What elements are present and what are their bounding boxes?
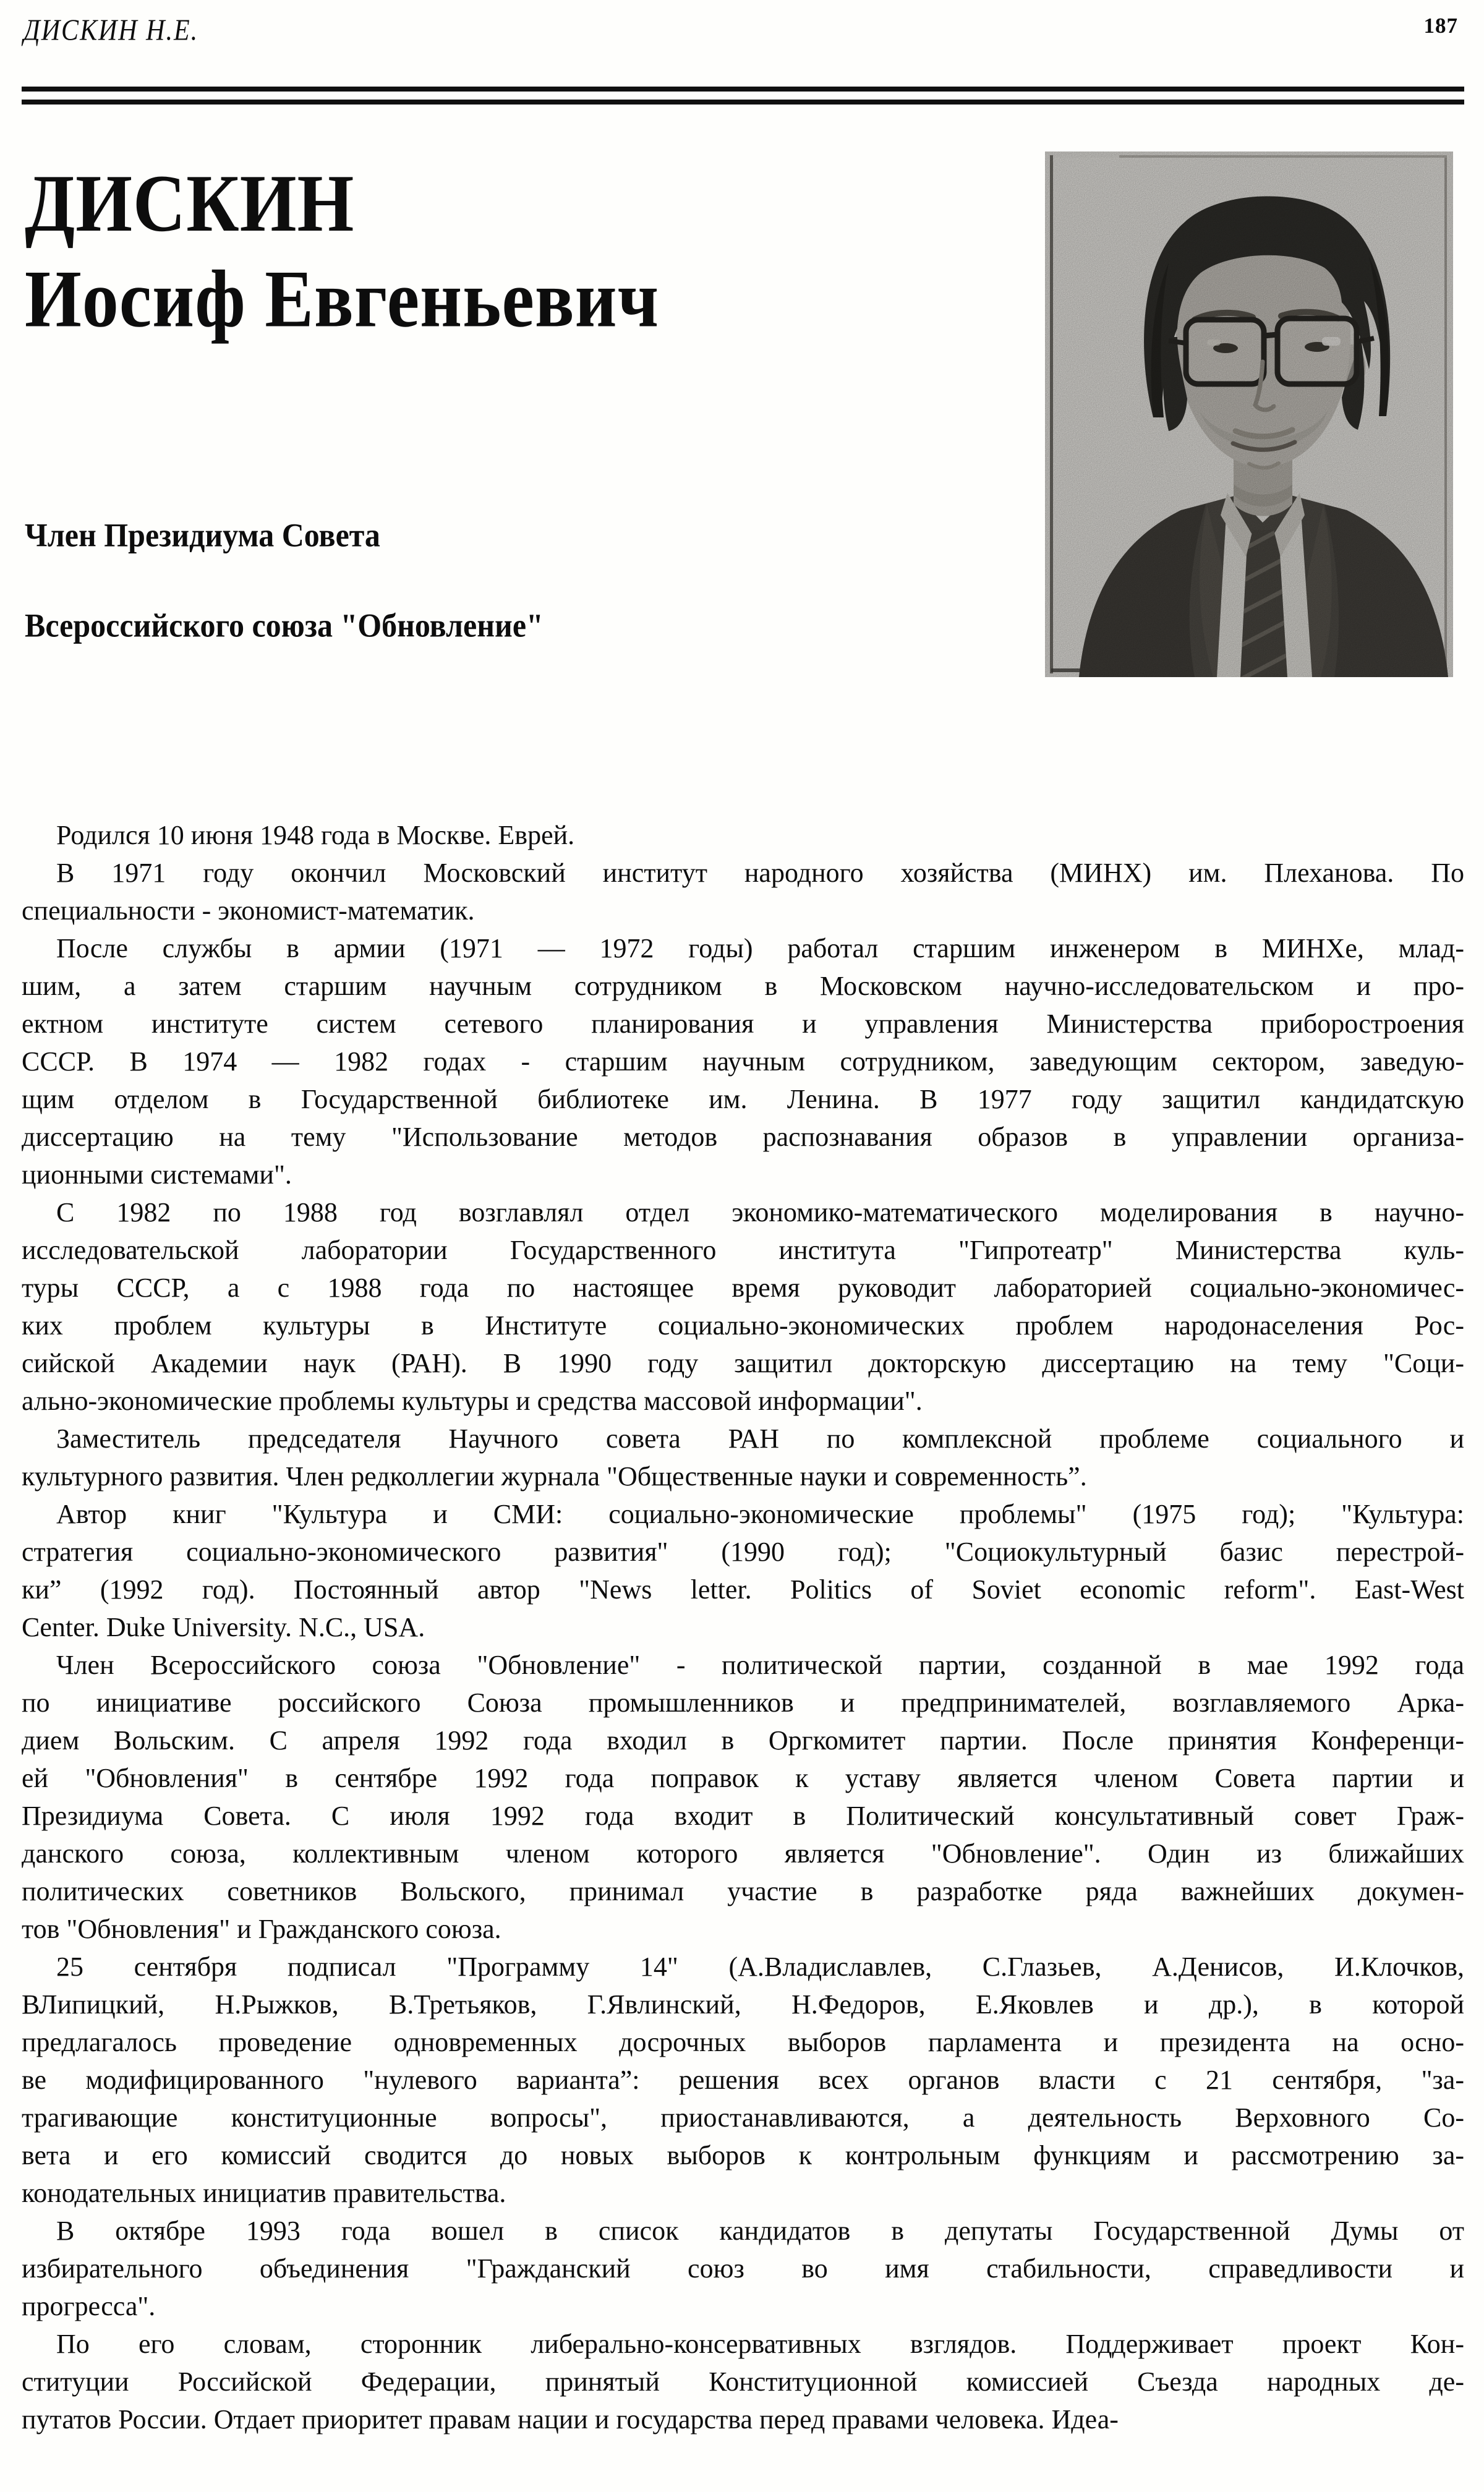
paragraph	[22, 1420, 1464, 1495]
text-line: Заместитель председателя Научного совета РАН по комплексной проблеме социального и	[56, 1423, 1464, 1454]
text-line: избирательного объединения "Гражданский союз во имя стабильности, справедливости и	[22, 2253, 1464, 2284]
text-line: С 1982 по 1988 год возглавлял отдел экономико-математического моделирования в научно-	[56, 1197, 1464, 1227]
text-line: конодательных инициатив правительства.	[22, 2178, 506, 2208]
text-line: Center. Duke University. N.C., USA.	[22, 1612, 425, 1642]
text-line: Автор книг "Культура и СМИ: социально-экономические проблемы" (1975 год); "Культура:	[56, 1499, 1464, 1529]
paragraph	[22, 1948, 1464, 2212]
text-line: В октябре 1993 года вошел в список кандидатов в депутаты Государственной Думы от	[56, 2216, 1464, 2246]
text-line: Родился 10 июня 1948 года в Москве. Еврей.	[56, 820, 575, 850]
paragraph	[22, 1495, 1464, 1646]
text-line: диссертацию на тему "Использование методов распознавания образов в управлении организа-	[22, 1122, 1464, 1152]
text-line: ционными системами".	[22, 1159, 292, 1190]
paragraph	[22, 929, 1464, 1193]
text-line: ВЛипицкий, Н.Рыжков, В.Третьяков, Г.Явлинский, Н.Федоров, Е.Яковлев и др.), в которой	[22, 1989, 1464, 2020]
text-line: исследовательской лаборатории Государственного института "Гипротеатр" Министерства куль-	[22, 1235, 1464, 1265]
text-line: Член Всероссийского союза "Обновление" - политической партии, созданной в мае 1992 года	[56, 1650, 1464, 1680]
text-line: сийской Академии наук (РАН). В 1990 году защитил докторскую диссертацию на тему "Соци-	[22, 1348, 1464, 1378]
text-line: По его словам, сторонник либерально-консервативных взглядов. Поддерживает проект Кон-	[56, 2329, 1464, 2359]
portrait-photo-graphic	[1045, 151, 1453, 677]
body-text	[22, 816, 1464, 2438]
paragraph	[22, 816, 1464, 854]
text-line: СССР. В 1974 — 1982 годах - старшим научным сотрудником, заведующим сектором, заведую-	[22, 1046, 1464, 1077]
text-line: ально-экономические проблемы культуры и средства массовой информации".	[22, 1386, 923, 1416]
double-rule-divider	[22, 87, 1464, 105]
text-line: 25 сентября подписал "Программу 14" (А.Владиславлев, С.Глазьев, А.Денисов, И.Клочков,	[56, 1952, 1464, 1982]
paragraph	[22, 1193, 1464, 1420]
text-line: щим отделом в Государственной библиотеке им. Ленина. В 1977 году защитил кандидатскую	[22, 1084, 1464, 1114]
text-line: предлагалось проведение одновременных досрочных выборов парламента и президента на осно-	[22, 2027, 1464, 2057]
profile-given-names: Иосиф Евгеньевич	[25, 253, 660, 344]
profile-role-line2: Всероссийского союза "Обновление"	[25, 606, 544, 644]
profile-surname: ДИСКИН	[25, 158, 355, 249]
text-line: ей "Обновления" в сентябре 1992 года поправок к уставу является членом Совета партии и	[22, 1763, 1464, 1793]
text-line: вета и его комиссий сводится до новых выборов к контрольным функциям и рассмотрению за-	[22, 2140, 1464, 2170]
paragraph	[22, 854, 1464, 929]
text-line: ектном институте систем сетевого планирования и управления Министерства приборостроения	[22, 1009, 1464, 1039]
profile-name-heading	[25, 156, 659, 347]
text-line: ституции Российской Федерации, принятый Конституционной комиссией Съезда народных де-	[22, 2366, 1464, 2397]
text-line: трагивающие конституционные вопросы", приостанавливаются, а деятельность Верховного Со-	[22, 2102, 1464, 2133]
text-line: данского союза, коллективным членом которого является "Обновление". Один из ближайших	[22, 1838, 1464, 1869]
text-line: дием Вольским. С апреля 1992 года входил в Оргкомитет партии. После принятия Конференци-	[22, 1725, 1464, 1756]
text-line: политических советников Вольского, принимал участие в разработке ряда важнейших докумен-	[22, 1876, 1464, 1906]
text-line: ве модифицированного "нулевого варианта”: решения всех органов власти с 21 сентября, "за-	[22, 2065, 1464, 2095]
page-number: 187	[1423, 14, 1458, 38]
text-line: путатов России. Отдает приоритет правам нации и государства перед правами человека. Идеа-	[22, 2404, 1119, 2434]
text-line: ких проблем культуры в Институте социально-экономических проблем народонаселения Рос-	[22, 1310, 1464, 1341]
paragraph	[22, 2212, 1464, 2325]
text-line: специальности - экономист-математик.	[22, 895, 475, 926]
text-line: прогресса".	[22, 2291, 156, 2321]
text-line: Президиума Совета. С июля 1992 года входит в Политический консультативный совет Граж-	[22, 1801, 1464, 1831]
paragraph	[22, 2325, 1464, 2438]
text-line: тов "Обновления" и Гражданского союза.	[22, 1914, 501, 1944]
profile-role-line1: Член Президиума Совета	[25, 516, 380, 554]
text-line: шим, а затем старшим научным сотрудником в Московском научно-исследовательском и про-	[22, 971, 1464, 1001]
text-line: В 1971 году окончил Московский институт народного хозяйства (МИНХ) им. Плеханова. По	[56, 858, 1464, 888]
paragraph	[22, 1646, 1464, 1948]
running-head-title: ДИСКИН Н.Е.	[23, 14, 199, 48]
text-line: культурного развития. Член редколлегии журнала "Общественные науки и современность”.	[22, 1461, 1087, 1491]
text-line: стратегия социально-экономического развития" (1990 год); "Социокультурный базис перестрой-	[22, 1537, 1464, 1567]
profile-role	[25, 490, 544, 671]
portrait-photo	[1045, 151, 1453, 677]
text-line: ки” (1992 год). Постоянный автор "News letter. Politics of Soviet economic reform". East-West	[22, 1574, 1464, 1605]
text-line: туры СССР, а с 1988 года по настоящее время руководит лабораторией социально-экономичес-	[22, 1273, 1464, 1303]
running-head	[23, 14, 1458, 48]
text-line: по инициативе российского Союза промышленников и предпринимателей, возглавляемого Арка-	[22, 1688, 1464, 1718]
text-line: После службы в армии (1971 — 1972 годы) работал старшим инженером в МИНХе, млад-	[56, 933, 1464, 963]
